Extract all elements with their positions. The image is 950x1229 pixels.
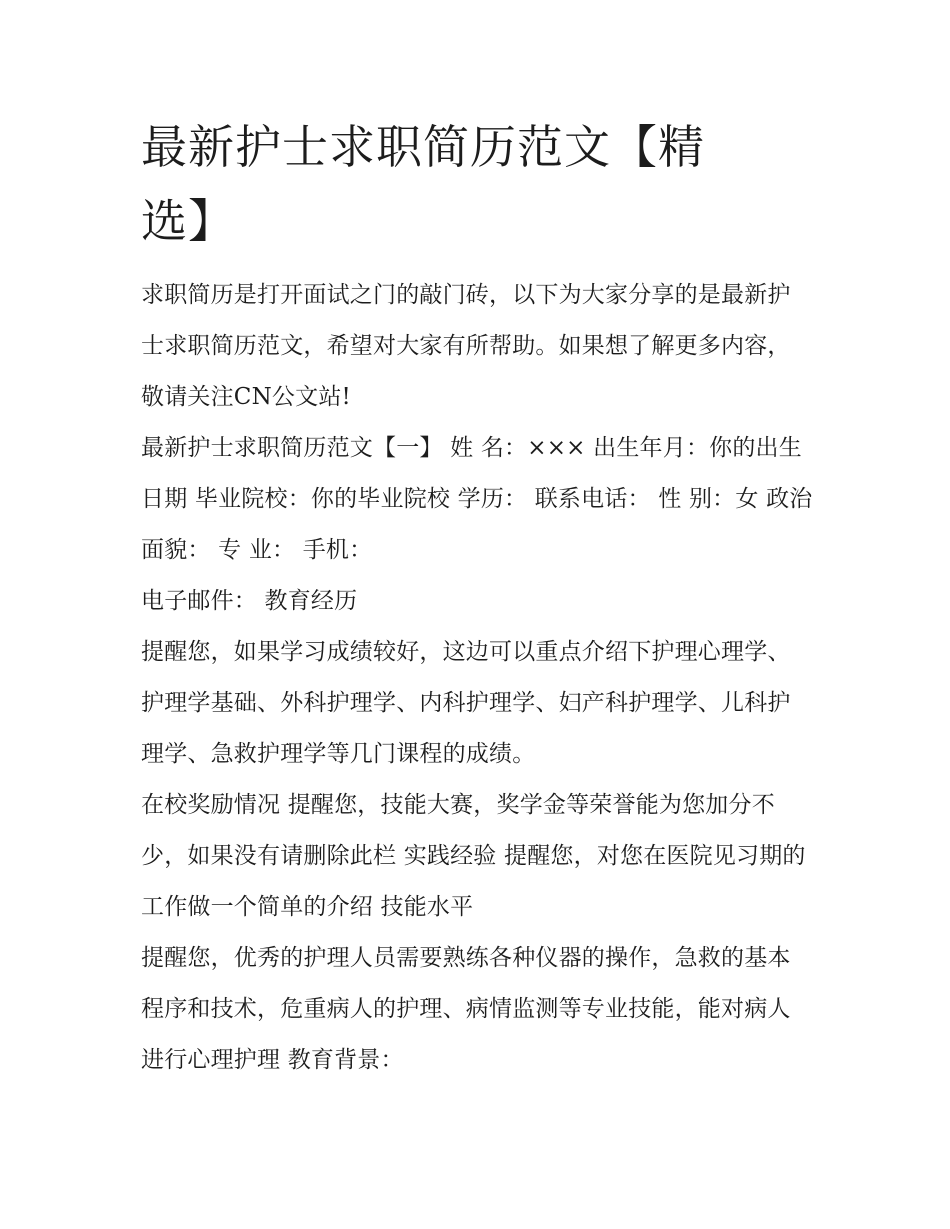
awards-experience-paragraph: 在校奖励情况 提醒您，技能大赛，奖学金等荣誉能为您加分不少，如果没有请删除此栏 实践经验 提醒您，对您在医院见习期的工作做一个简单的介绍 技能水平 <box>141 792 806 920</box>
document-body <box>141 110 813 1086</box>
email-education-paragraph: 电子邮件： 教育经历 <box>141 588 358 614</box>
skills-tip-paragraph: 提醒您，优秀的护理人员需要熟练各种仪器的操作，急救的基本程序和技术，危重病人的护理、病情监测等专业技能，能对病人进行心理护理 教育背景： <box>141 945 791 1073</box>
document-title: 最新护士求职简历范文【精选】 <box>141 120 705 248</box>
education-tip-paragraph: 提醒您，如果学习成绩较好，这边可以重点介绍下护理心理学、护理学基础、外科护理学、内科护理学、妇产科护理学、儿科护理学、急救护理学等几门课程的成绩。 <box>141 639 791 767</box>
intro-paragraph: 求职简历是打开面试之门的敲门砖，以下为大家分享的是最新护士求职简历范文，希望对大家有所帮助。如果想了解更多内容，敬请关注CN公文站! <box>141 282 791 410</box>
resume-basic-info-paragraph: 最新护士求职简历范文【一】 姓 名：××× 出生年月：你的出生日期 毕业院校：你的毕业院校 学历： 联系电话： 性 别：女 政治面貌： 专 业： 手机： <box>141 435 813 563</box>
